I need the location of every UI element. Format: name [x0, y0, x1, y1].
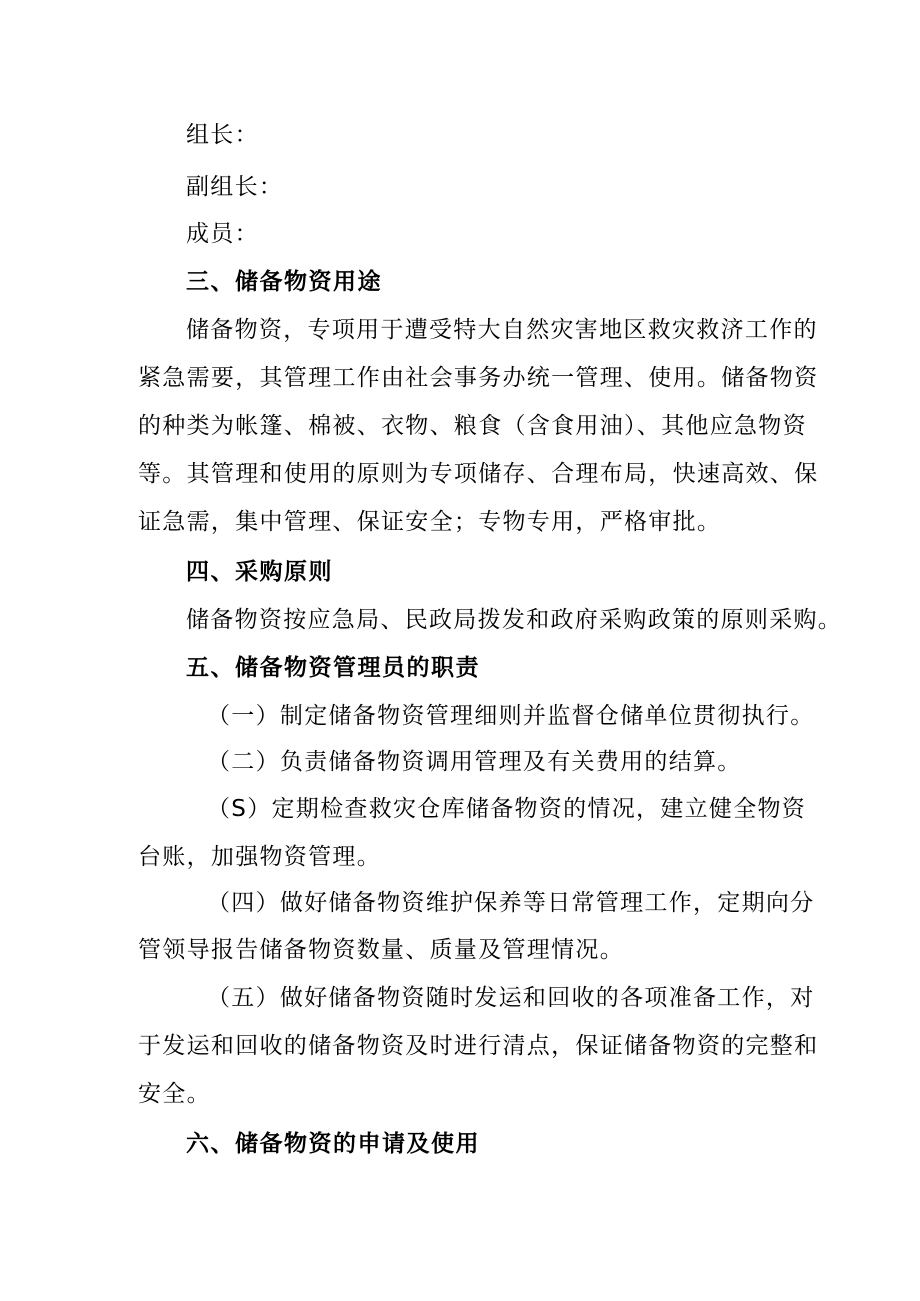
section5-item-3: （S）定期检查救灾仓库储备物资的情况，建立健全物资: [207, 796, 807, 822]
section5-item-5-cont: 于发运和回收的储备物资及时进行清点，保证储备物资的完整和: [138, 1033, 819, 1059]
section5-heading: 五、储备物资管理员的职责: [186, 655, 480, 681]
section5-item-4: （四）做好储备物资维护保养等日常管理工作，定期向分: [207, 890, 815, 916]
section5-item-2: （二）负责储备物资调用管理及有关费用的结算。: [207, 749, 742, 775]
section4-heading: 四、采购原则: [186, 559, 333, 585]
leader-label: 组长：: [186, 122, 259, 148]
section4-line-1: 储备物资按应急局、民政局拨发和政府采购政策的原则采购。: [186, 607, 843, 633]
section5-item-1: （一）制定储备物资管理细则并监督仓储单位贯彻执行。: [207, 703, 815, 729]
deputy-leader-label: 副组长：: [186, 174, 284, 200]
section3-line-4: 等。其管理和使用的原则为专项储存、合理布局，快速高效、保: [138, 461, 819, 487]
section5-item-4-cont: 管领导报告储备物资数量、质量及管理情况。: [138, 937, 624, 963]
section5-item-5-cont-2: 安全。: [138, 1081, 211, 1107]
section3-line-1: 储备物资，专项用于遭受特大自然灾害地区救灾救济工作的: [186, 317, 818, 343]
section3-line-5: 证急需，集中管理、保证安全；专物专用，严格审批。: [138, 509, 722, 535]
members-label: 成员：: [186, 221, 259, 247]
section5-item-3-cont: 台账，加强物资管理。: [138, 844, 381, 870]
section5-item-5: （五）做好储备物资随时发运和回收的各项准备工作，对: [207, 985, 815, 1011]
section3-heading: 三、储备物资用途: [186, 269, 382, 295]
section3-line-2: 紧急需要，其管理工作由社会事务办统一管理、使用。储备物资: [138, 365, 819, 391]
section3-line-3: 的种类为帐篷、棉被、衣物、粮食（含食用油）、其他应急物资: [138, 413, 807, 439]
section6-heading: 六、储备物资的申请及使用: [186, 1131, 480, 1157]
